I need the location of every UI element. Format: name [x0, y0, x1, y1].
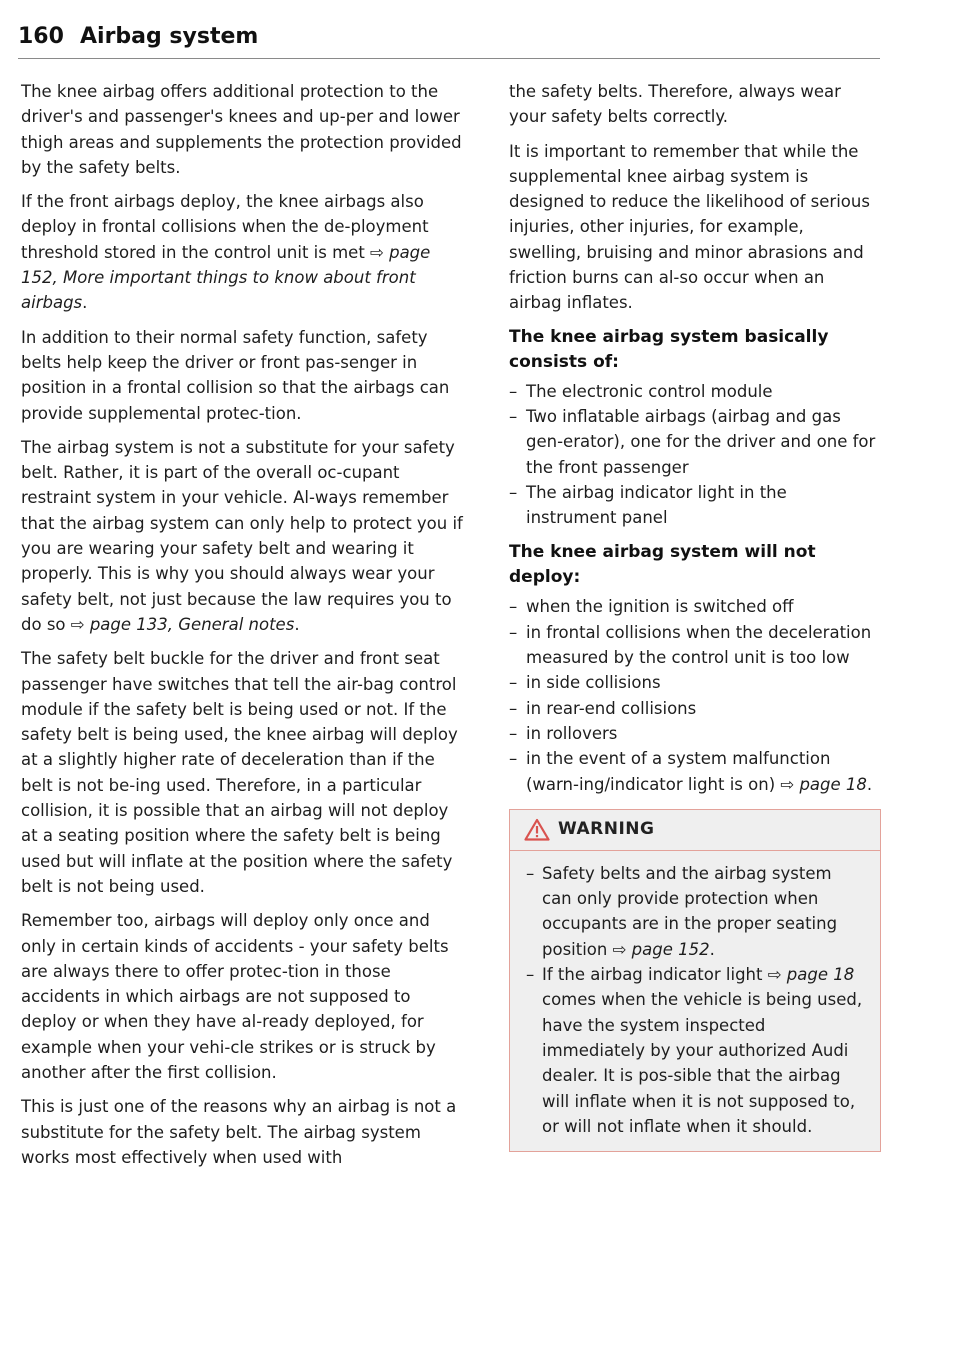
list-item: – If the airbag indicator light ⇨ page 18 comes when the vehicle is being used, have the system inspected immediately by your authorized Audi dealer. It is pos-sible that the airbag will inflate when it is not supposed to, or will not inflate when it should.: [526, 962, 864, 1139]
list-item: – The airbag indicator light in the instrument panel: [509, 480, 881, 531]
not-deploy-list: [509, 594, 881, 796]
right-column: [509, 79, 881, 1152]
warning-box: [509, 809, 881, 1152]
paragraph: In addition to their normal safety function, safety belts help keep the driver or front pas-senger in position in a frontal collision so that the airbags can provide supplemental protec-tion.: [21, 327, 450, 423]
list-item: – when the ignition is switched off: [509, 594, 881, 619]
paragraph: If the front airbags deploy, the knee airbags also deploy in frontal collisions when the de-ployment threshold stored in the control unit is met ⇨ page 152, More important things to know about front airbags.: [21, 192, 431, 313]
warning-body: [510, 851, 880, 1151]
page-reference-link[interactable]: ⇨ page 152, More important things to know about front airbags: [21, 242, 431, 313]
warning-triangle-icon: [524, 818, 550, 841]
list-item: – The electronic control module: [509, 379, 881, 404]
page-reference-link[interactable]: ⇨ page 133, General notes: [70, 614, 295, 634]
page-reference-link[interactable]: ⇨ page 18: [767, 965, 855, 985]
paragraph: The airbag system is not a substitute for your safety belt. Rather, it is part of the overall oc-cupant restraint system in your vehicle. Al-ways remember that the airbag system can only help to protect you if you are wearing your safety belt and wearing it properly. This is why you should always wear your safety belt, not just because the law requires you to do so ⇨ page 133, General notes.: [21, 437, 463, 634]
page-reference-link[interactable]: ⇨ page 18: [780, 774, 867, 794]
page-number: 160: [18, 24, 64, 49]
paragraph: It is important to remember that while the supplemental knee airbag system is designed to reduce the likelihood of serious injuries, other injuries, for example, swelling, bruising and minor abrasions and friction burns can al-so occur when an airbag inflates.: [509, 141, 870, 313]
section-title: Airbag system: [80, 24, 259, 49]
page-reference-link[interactable]: ⇨ page 152: [612, 939, 710, 959]
warning-list: [526, 861, 864, 1139]
consists-list: [509, 379, 881, 531]
subheading-consists: The knee airbag system basically consists of:: [509, 326, 829, 372]
left-column: [21, 79, 466, 1179]
warning-title: WARNING: [558, 819, 655, 840]
list-item: – Safety belts and the airbag system can only provide protection when occupants are in the proper seating position ⇨ page 152.: [526, 861, 864, 962]
list-item: – in the event of a system malfunction (warn-ing/indicator light is on) ⇨ page 18.: [509, 746, 881, 797]
list-item: – in side collisions: [509, 670, 881, 695]
subheading-not-deploy: The knee airbag system will not deploy:: [509, 542, 816, 588]
paragraph: the safety belts. Therefore, always wear your safety belts correctly.: [509, 82, 841, 127]
list-item: – in frontal collisions when the deceleration measured by the control unit is too low: [509, 620, 881, 671]
warning-header: [510, 810, 880, 851]
list-item: – in rear-end collisions: [509, 696, 881, 721]
list-item: – in rollovers: [509, 721, 881, 746]
paragraph: Remember too, airbags will deploy only once and only in certain kinds of accidents - your safety belts are always there to offer protec-tion in those accidents in which airbags are not supposed to deploy or when they have al-ready deployed, for example when your vehi-cle strikes or is struck by another after the first collision.: [21, 911, 449, 1082]
paragraph: This is just one of the reasons why an airbag is not a substitute for the safety belt. The airbag system works most effectively when used with: [21, 1097, 457, 1167]
paragraph: The knee airbag offers additional protection to the driver's and passenger's knees and up-per and lower thigh areas and supplements the protection provided by the safety belts.: [21, 82, 462, 177]
paragraph: The safety belt buckle for the driver and front seat passenger have switches that tell the air-bag control module if the safety belt is being used or not. If the safety belt is being used, the knee airbag will deploy at a slightly higher rate of deceleration than if the belt is not be-ing used. Therefore, in a particular collision, it is possible that an airbag will not deploy at a seating position where the safety belt is being used but will inflate at the position where the safety belt is not being used.: [21, 649, 458, 896]
list-item: – Two inflatable airbags (airbag and gas gen-erator), one for the driver and one for the front passenger: [509, 404, 881, 480]
page-header: [18, 22, 880, 59]
